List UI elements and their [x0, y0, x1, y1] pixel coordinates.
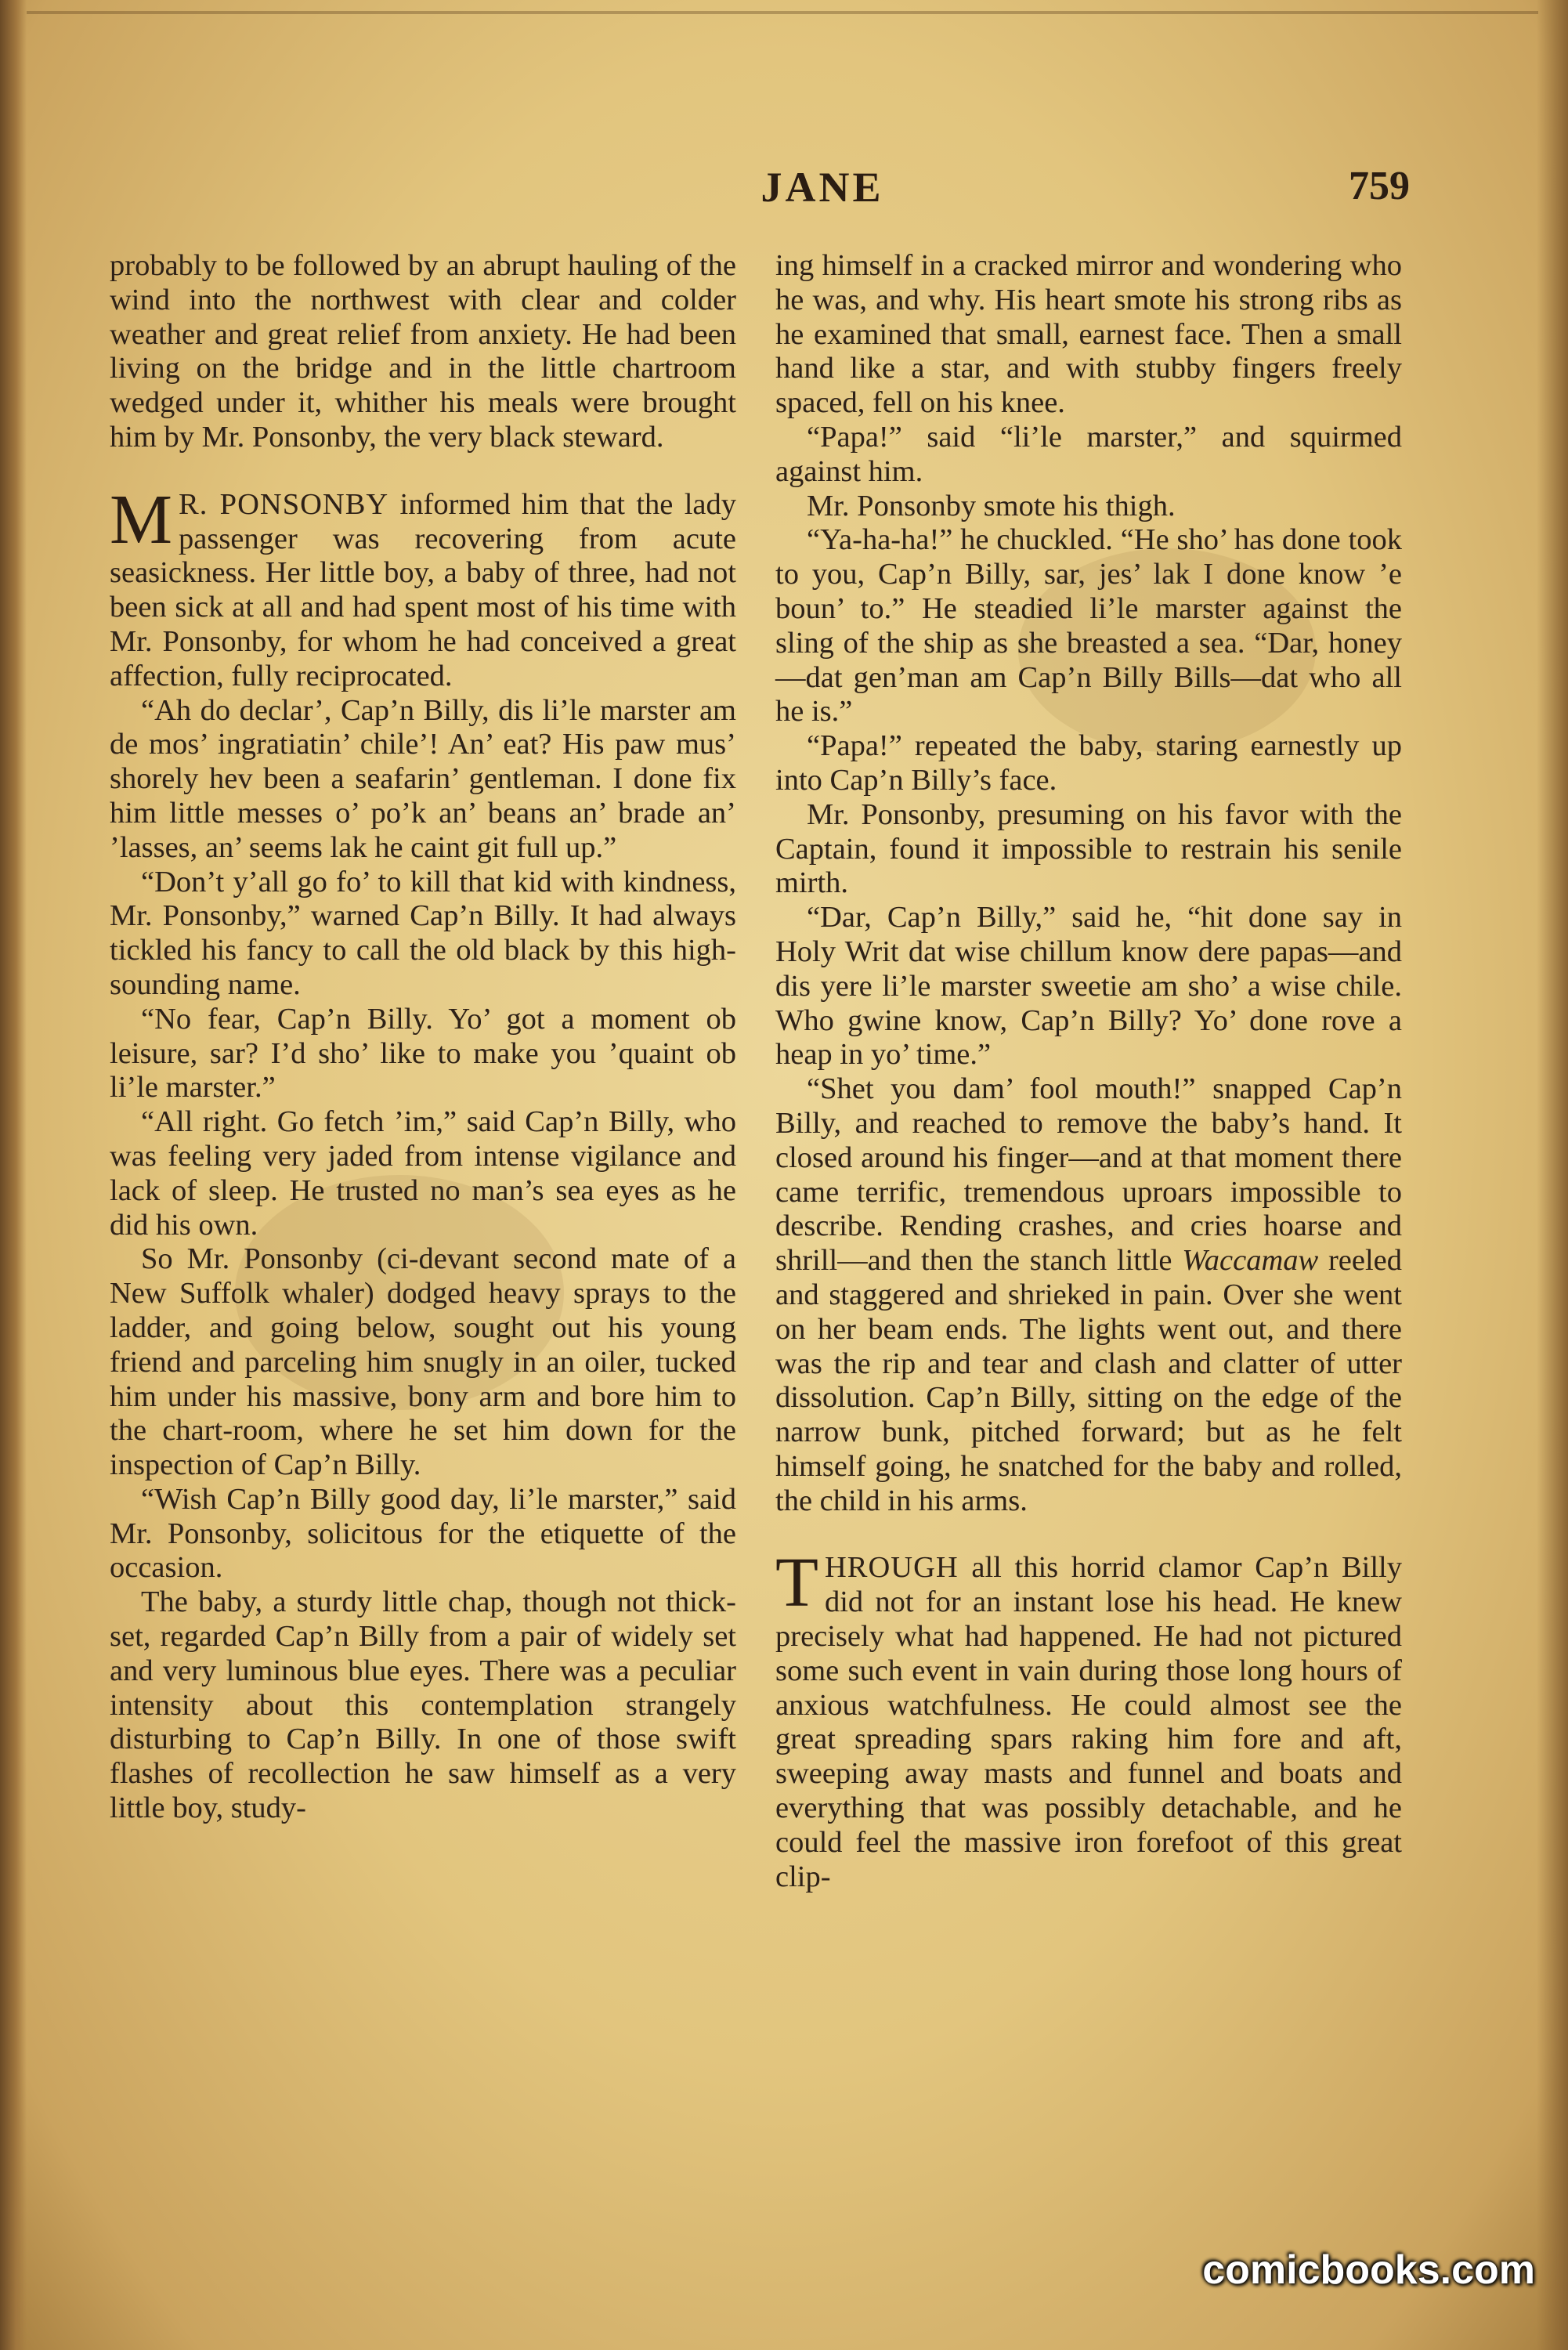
section-paragraph [110, 480, 736, 694]
paragraph: “All right. Go fetch ’im,” said Cap’n Billy, who was feeling very jaded from intense vigilance and lack of sleep. He trusted no man’s sea eyes as he did his own. [110, 1105, 736, 1242]
small-caps-lead: R. PONSONBY [179, 487, 389, 521]
paragraph: So Mr. Ponsonby (ci-devant second mate of a New Suffolk whaler) dodged heavy sprays to the ladder, and going below, sought out his young friend and parceling him snugly in an oiler, tucked him under his massive, bony arm and bore him to the chart-room, where he set him down for the inspection of Cap’n Billy. [110, 1242, 736, 1482]
left-column [110, 249, 736, 1826]
paragraph: “Papa!” repeated the baby, staring earnestly up into Cap’n Billy’s face. [775, 729, 1402, 797]
paragraph: Mr. Ponsonby, presuming on his favor with the Captain, found it impossible to restrain his senile mirth. [775, 797, 1402, 900]
site-watermark: comicbooks.com [1202, 2247, 1535, 2293]
paragraph-text: reeled and staggered and shrieked in pain. Over she went on her beam ends. The lights went out, and there was the rip and tear and clash and clatter of utter dissolution. Cap’n Billy, sitting on the edge of the narrow bunk, pitched forward; but as he felt himself going, he snatched for the baby and rolled, the child in his arms. [775, 1244, 1402, 1517]
paragraph: ing himself in a cracked mirror and wondering who he was, and why. His heart smote his strong ribs as he examined that small, earnest face. Then a small hand like a star, and with stubby fingers freely spaced, fell on his knee. [775, 249, 1402, 420]
paragraph-text: “Shet you dam’ fool mouth!” snapped Cap’n Billy, and reached to remove the baby’s hand. It closed around his finger—and at that moment there came terrific, tremendous uproars impossible to describe. Rending crashes, and cries hoarse and shrill—and then the stanch little [775, 1072, 1402, 1278]
paragraph: The baby, a sturdy little chap, though not thick-set, regarded Cap’n Billy from a pair of widely set and very luminous blue eyes. There was a peculiar intensity about this contemplation strangely disturbing to Cap’n Billy. In one of those swift flashes of recollection he saw himself as a very little boy, study- [110, 1585, 736, 1825]
paragraph: “Wish Cap’n Billy good day, li’le marster,” said Mr. Ponsonby, solicitous for the etiquette of the occasion. [110, 1482, 736, 1585]
drop-cap: T [775, 1544, 818, 1622]
paragraph: “Ya-ha-ha!” he chuckled. “He sho’ has done took to you, Cap’n Billy, sar, jes’ lak I done know ’e boun’ to.” He steadied li’le marster against the sling of the ship as she breasted a sea. “Dar, honey—dat gen’man am Cap’n Billy Bills—dat who all he is.” [775, 523, 1402, 728]
paragraph: “No fear, Cap’n Billy. Yo’ got a moment ob leisure, sar? I’d sho’ like to make you ’quaint ob li’le marster.” [110, 1002, 736, 1104]
paragraph: “Dar, Cap’n Billy,” said he, “hit done say in Holy Writ dat wise chillum know dere papas—and dis yere li’le marster sweetie am sho’ a wise chile. Who gwine know, Cap’n Billy? Yo’ done rove a heap in yo’ time.” [775, 901, 1402, 1072]
drop-cap: M [110, 480, 173, 559]
paragraph: “Papa!” said “li’le marster,” and squirmed against him. [775, 420, 1402, 488]
page-number: 759 [1349, 164, 1410, 208]
paragraph-text: informed him that the lady passenger was recovering from acute seasickness. Her little boy, a baby of three, had not been sick at all and had spent most of his time with Mr. Ponsonby, for whom he had conceived a great affection, fully reciprocated. [110, 487, 736, 692]
paragraph: probably to be followed by an abrupt hauling of the wind into the northwest with clear and colder weather and great relief from anxiety. He had been living on the bridge and in the little chartroom wedged under it, whither his meals were brought him by Mr. Ponsonby, the very black steward. [110, 249, 736, 454]
page-top-edge [27, 11, 1538, 14]
running-header [110, 163, 1410, 218]
paragraph-text: all this horrid clamor Cap’n Billy did not for an instant lose his head. He knew precisely what had happened. He had not pictured some such event in vain during those long hours of anxious watchfulness. He could almost see the great spreading spars raking him fore and aft, sweeping away masts and funnel and boats and everything that was possibly detachable, and he could feel the massive iron forefoot of this great clip- [775, 1551, 1402, 1893]
paragraph: Mr. Ponsonby smote his thigh. [807, 489, 1176, 522]
paragraph: “Ah do declar’, Cap’n Billy, dis li’le marster am de mos’ ingratiatin’ chile’! An’ eat? His paw mus’ shorely hev been a seafarin’ gentleman. I done fix him little messes o’ po’k an’ beans an’ brade an’ ’lasses, an’ seems lak he caint git full up.” [110, 693, 736, 864]
page-left-edge [0, 0, 27, 2350]
right-column [775, 249, 1402, 1894]
page-right-edge [1537, 0, 1568, 2350]
small-caps-lead: HROUGH [824, 1551, 959, 1585]
paragraph [775, 1072, 1402, 1518]
section-paragraph [775, 1544, 1402, 1894]
paragraph: “Don’t y’all go fo’ to kill that kid with kindness, Mr. Ponsonby,” warned Cap’n Billy. It had always tickled his fancy to call the old black by this high-sounding name. [110, 865, 736, 1001]
ship-name: Waccamaw [1182, 1244, 1319, 1278]
running-title: JANE [761, 164, 884, 211]
